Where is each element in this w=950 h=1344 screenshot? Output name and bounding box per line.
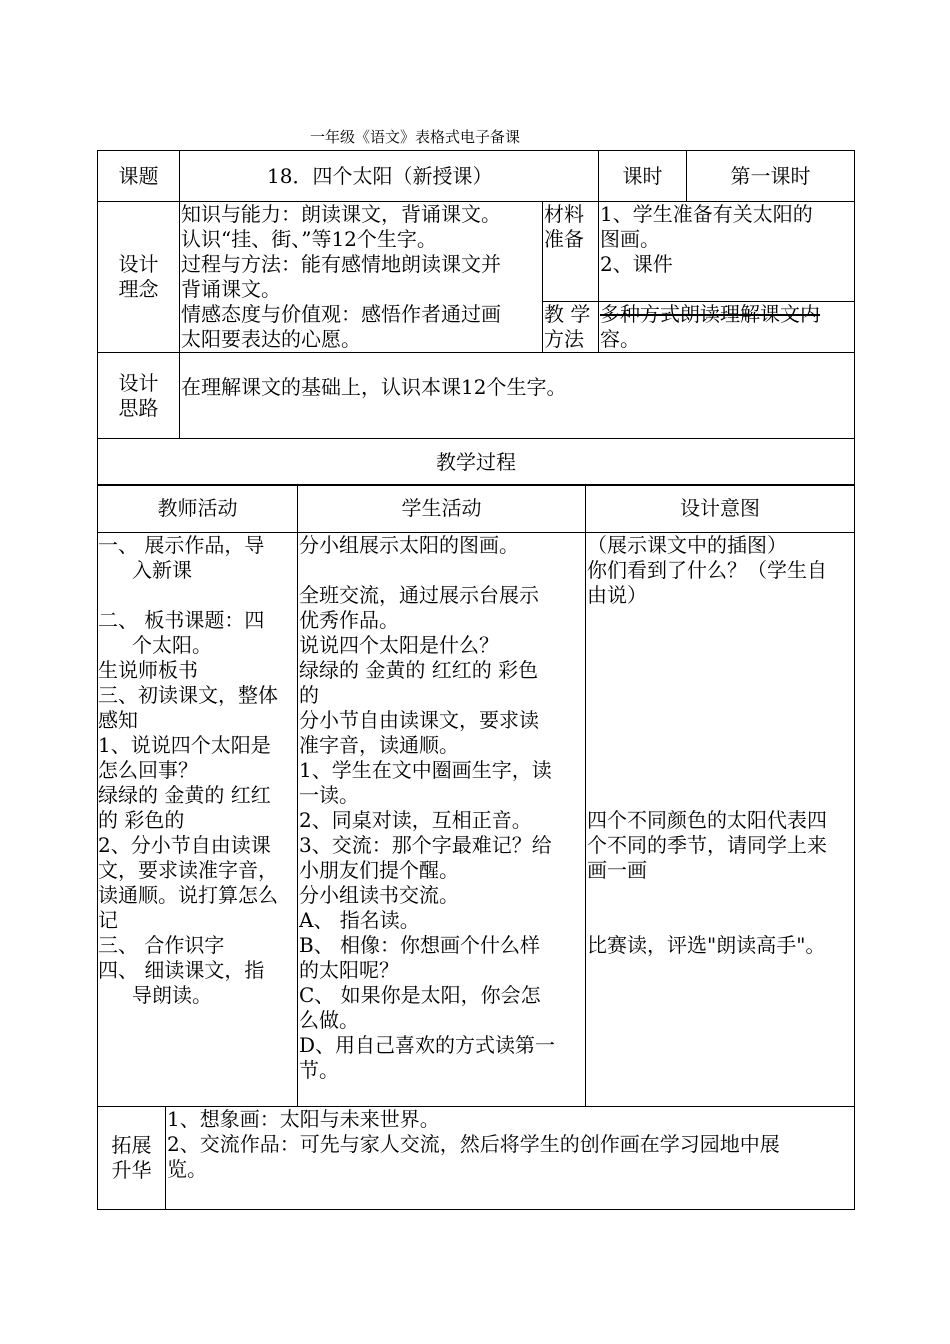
method-label: 教 学 方法 [543, 302, 599, 353]
teaching-process-table [97, 484, 855, 1107]
topic-value: 18．四个太阳（新授课） [180, 151, 599, 202]
extension-content: 1、想象画：太阳与未来世界。 2、交流作品：可先与家人交流，然后将学生的创作画在学习园地中展 览。 [166, 1107, 855, 1210]
period-label: 课时 [599, 151, 687, 202]
student-activity-header: 学生活动 [298, 485, 586, 533]
design-intent-content: （展示课文中的插图） 你们看到了什么？（学生自 由说） 四个不同颜色的太阳代表四 个不同的季节，请同学上来 画一画 比赛读，评选"朗读高手"。 [586, 533, 855, 1107]
method-content: 多种方式朗读理解课文内 容。 [599, 302, 855, 353]
materials-label: 材料 准备 [543, 202, 599, 302]
extension-label: 拓展 升华 [98, 1107, 166, 1210]
teacher-activity-content: 一、 展示作品，导 入新课 二、 板书课题：四 个太阳。 生说师板书 三、初读课文，整体 感知 1、说说四个太阳是 怎么回事？ 绿绿的 金黄的 红红 的 彩色的 2、分小节自由读课 文，要求读准字音， 读通顺。说打算怎么 记 三、 合作识字 四、 细读课文，指 导朗读。 [98, 533, 298, 1107]
concept-label: 设计 理念 [98, 202, 180, 353]
extension-table [97, 1106, 855, 1210]
topic-label: 课题 [98, 151, 180, 202]
period-value: 第一课时 [687, 151, 855, 202]
document-title: 一年级《语文》表格式电子备课 [310, 128, 521, 146]
materials-content: 1、学生准备有关太阳的 图画。 2、课件 [599, 202, 855, 302]
approach-label: 设计 思路 [98, 353, 180, 439]
approach-content: 在理解课文的基础上，认识本课12个生字。 [180, 353, 855, 439]
student-activity-content: 分小组展示太阳的图画。 全班交流，通过展示台展示 优秀作品。 说说四个太阳是什么？ 绿绿的 金黄的 红红的 彩色 的 分小节自由读课文，要求读 准字音，读通顺。 1、学生在文中圈画生字，读 一读。 2、同桌对读，互相正音。 3、交流：那个字最难记？给 小朋友们提个醒。 分小组读书交流。 A、 指名读。 B、 相像：你想画个什么样 的太阳呢？ C、 如果你是太阳，你会怎 么做。 D、用自己喜欢的方式读第一 节。 [298, 533, 586, 1107]
concept-goals: 知识与能力：朗读课文，背诵课文。 认识“挂、街、”等12个生字。 过程与方法：能有感情地朗读课文并 背诵课文。 情感态度与价值观：感悟作者通过画 太阳要表达的心愿。 [180, 202, 543, 353]
teacher-activity-header: 教师活动 [98, 485, 298, 533]
lesson-plan-header-table [97, 150, 855, 486]
design-intent-header: 设计意图 [586, 485, 855, 533]
process-title: 教学过程 [98, 439, 855, 486]
